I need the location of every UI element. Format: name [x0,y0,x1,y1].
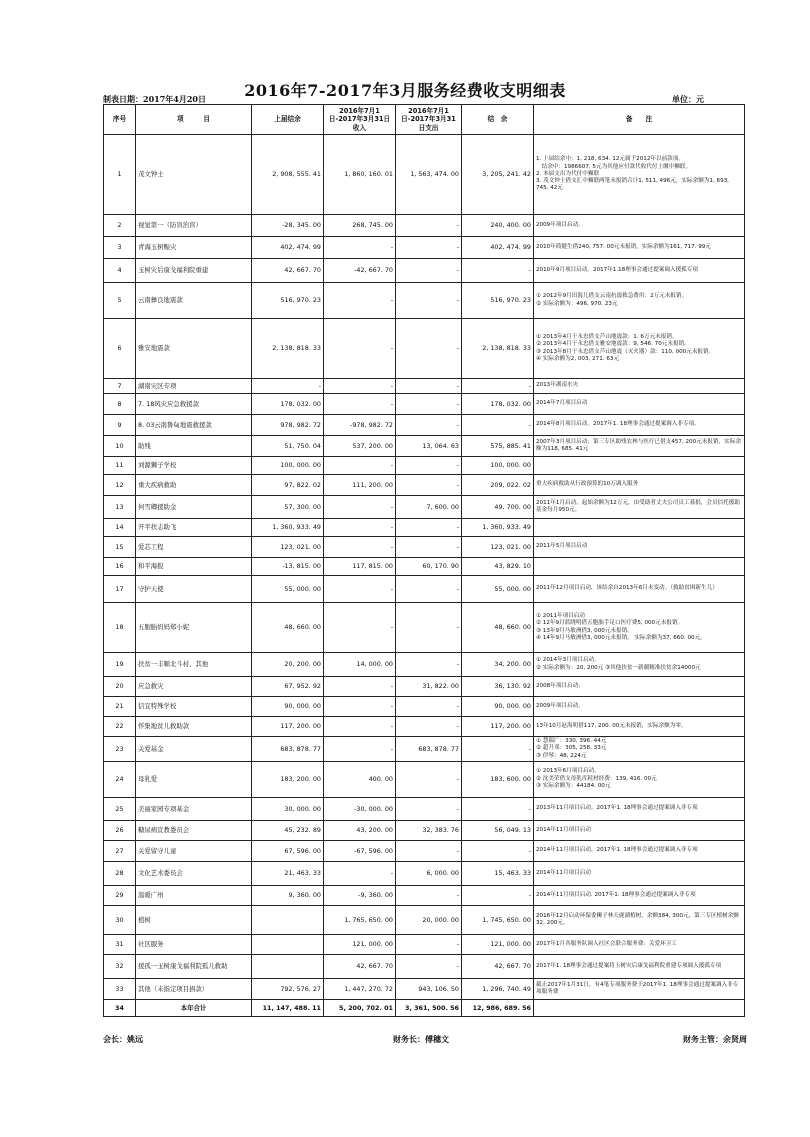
row-prev-balance: 516, 970. 23 [252,283,324,319]
row-number: 26 [104,820,136,840]
row-number: 7 [104,379,136,394]
row-expense: - [396,475,462,496]
row-balance: 15, 463. 33 [462,861,534,885]
row-income: - [324,394,396,415]
row-expense: - [396,379,462,394]
row-expense: - [396,653,462,677]
row-balance: 55, 000. 00 [462,576,534,603]
row-note: 2013年11月项目启动。2017年1. 18理事会通过提案调入非专项 [534,797,745,820]
table-row [104,394,745,415]
row-note: 2014年11月项目启动。2017年1. 18理事会通过提案调入非专项 [534,840,745,861]
row-balance: 1, 296, 740. 49 [462,978,534,999]
row-project-name: 守护天使 [136,576,252,603]
row-note [534,999,745,1016]
table-header-row [104,105,745,135]
row-project-name: 社区服务 [136,934,252,954]
table-row [104,737,745,762]
row-expense: - [396,519,462,537]
row-expense: 943, 106. 50 [396,978,462,999]
row-project-name: 关爱基金 [136,737,252,762]
table-row [104,885,745,905]
row-income: - [324,603,396,653]
row-balance: 34, 200. 00 [462,653,534,677]
row-project-name: 植树 [136,905,252,934]
row-project-name: 视觉第一（防盲治盲） [136,215,252,237]
row-prev-balance [252,905,324,934]
row-balance: 123, 021. 00 [462,537,534,558]
row-balance: 56, 049. 13 [462,820,534,840]
row-balance: 121, 000. 00 [462,934,534,954]
table-row [104,905,745,934]
row-balance: 12, 986, 689. 56 [462,999,534,1016]
col-header-expense: 2016年7月1日-2017年3月31日支出 [396,105,462,135]
footer-president: 会长：姚远 [103,1034,143,1044]
row-prev-balance: 55, 000. 00 [252,576,324,603]
row-balance: 178, 032. 00 [462,394,534,415]
row-number: 20 [104,677,136,697]
row-note: ① 2011年项目启动 ② 12年9月蓝晓明借五胞胎手足口医疗费5, 000元未报销。 ③ 13年9月马敏洲借3, 000元未报销。 ④ 14年9月马敏洲借3, 000元未报销。 实际余额为37, 660. 00元。 [534,603,745,653]
table-row [104,259,745,283]
row-prev-balance: 2, 138, 818. 33 [252,319,324,379]
row-note: 13年10月赵海明借117, 200. 00元未报销，实际余额为零。 [534,717,745,737]
row-balance: 117, 200. 00 [462,717,534,737]
table-row [104,603,745,653]
row-prev-balance: 67, 952. 92 [252,677,324,697]
prepared-date: 制表日期：2017年4月20日 [103,94,206,104]
row-income: - [324,537,396,558]
row-expense: 1, 563, 474. 00 [396,135,462,215]
row-income: - [324,717,396,737]
row-income: - [324,283,396,319]
row-expense: 683, 878. 77 [396,737,462,762]
row-note: 2017年1月各服务队调入社区会联合服务费：关爱环卫工 [534,934,745,954]
row-project-name: 怀集地贫儿救助款 [136,717,252,737]
table-row [104,861,745,885]
row-note: 2011年1月启动。起始余额为12万元，由受助者丈夫公司员工募捐，会员信托援助基金每月950元。 [534,496,745,519]
footer-finance-head: 财务长：傅穗文 [393,1034,449,1044]
table-row [104,797,745,820]
table-row [104,436,745,457]
row-income: -30, 000. 00 [324,797,396,820]
table-row [104,319,745,379]
table-row [104,653,745,677]
table-row [104,379,745,394]
row-expense: 20, 000. 00 [396,905,462,934]
row-project-name: 应急救灾 [136,677,252,697]
unit-label: 单位：元 [672,94,704,104]
table-row [104,135,745,215]
row-income: 400. 00 [324,761,396,797]
row-note: 2014年7月项目启动 [534,394,745,415]
row-balance: 49, 700. 00 [462,496,534,519]
row-prev-balance: 792, 576. 27 [252,978,324,999]
row-project-name: 开平扶志助飞 [136,519,252,537]
row-note: 2011年12月项目启动，该结余自2013年6月未变动。（救助贫困新生儿） [534,576,745,603]
row-note: 2010年9月项目启动。2017年1.18理事会通过提案调入援孤专项 [534,259,745,283]
row-project-name: 湖南灾区专项 [136,379,252,394]
row-number: 3 [104,237,136,259]
row-expense: 3, 361, 500. 56 [396,999,462,1016]
row-project-name: 何雪卿援助金 [136,496,252,519]
row-note [534,457,745,475]
col-header-no: 序号 [104,105,136,135]
row-number: 21 [104,697,136,717]
row-income: 5, 200, 702. 01 [324,999,396,1016]
row-note: 2011年5月项目启动 [534,537,745,558]
row-project-name: 茂文钟士 [136,135,252,215]
row-expense: 60, 170. 90 [396,558,462,576]
row-project-name: 文化艺术委员会 [136,861,252,885]
row-note: 2009年项目启动。 [534,215,745,237]
row-number: 10 [104,436,136,457]
row-note: 2014年11月项目启动. 2017年1. 18理事会通过提案调入非专项 [534,885,745,905]
row-prev-balance: -28, 345. 00 [252,215,324,237]
row-balance: 1, 745, 650. 00 [462,905,534,934]
row-project-name: 青海玉树赈灾 [136,237,252,259]
row-income: - [324,379,396,394]
row-expense: - [396,415,462,436]
col-header-note: 备 注 [534,105,745,135]
row-number: 28 [104,861,136,885]
row-number: 34 [104,999,136,1016]
row-expense: - [396,797,462,820]
row-income: - [324,519,396,537]
row-note: 重大疾病救助从行政预算的10万调入服务 [534,475,745,496]
row-balance: 42, 667. 70 [462,954,534,978]
row-number: 5 [104,283,136,319]
row-income: - [324,319,396,379]
row-expense: - [396,537,462,558]
table-row [104,840,745,861]
row-prev-balance: 42, 667. 70 [252,259,324,283]
table-row [104,717,745,737]
row-balance: 2, 138, 818. 33 [462,319,534,379]
row-number: 24 [104,761,136,797]
row-income: -978, 982. 72 [324,415,396,436]
row-income: 43, 200. 00 [324,820,396,840]
row-income: 121, 000. 00 [324,934,396,954]
row-expense: - [396,717,462,737]
row-prev-balance: 20, 200. 00 [252,653,324,677]
row-income: - [324,737,396,762]
row-prev-balance: 2, 908, 555. 41 [252,135,324,215]
footer-finance-manager: 财务主管：余贤周 [683,1034,747,1044]
row-note: 2010年简健生借240, 757. 00元未报销，实际余额为161, 717. 99元 [534,237,745,259]
row-project-name: 玉树灾后康戈福利院重建 [136,259,252,283]
row-prev-balance: 123, 021. 00 [252,537,324,558]
table-row [104,697,745,717]
table-row [104,934,745,954]
row-project-name: 和平海报 [136,558,252,576]
table-row [104,475,745,496]
row-project-name: 糖尿病宣教委员会 [136,820,252,840]
row-balance: 36, 130. 92 [462,677,534,697]
row-expense: - [396,457,462,475]
row-prev-balance: 183, 200. 00 [252,761,324,797]
row-note: 2014年8月项目启动。2017年1. 18理事会通过提案调入非专项。 [534,415,745,436]
row-project-name: 云南彝良地震款 [136,283,252,319]
row-number: 22 [104,717,136,737]
row-project-name: 雅安地震款 [136,319,252,379]
row-income: - [324,457,396,475]
row-note: ① 2013年4月于永忠借支芦山地震款：1. 6万元未报销。 ② 2013年4月于永忠借支雅安地震款：9, 546. 70元未报销。 ③ 2013年8月于永忠借支芦山地震（灭火器）款：110, 000元未报销。 ④ 实际余额为2, 003, 271. 63元 [534,319,745,379]
row-number: 27 [104,840,136,861]
row-number: 25 [104,797,136,820]
row-expense: - [396,237,462,259]
expense-table [103,104,745,1017]
row-expense: - [396,259,462,283]
col-header-income: 2016年7月1日-2017年3月31日收入 [324,105,396,135]
row-note: 2009年项目启动。 [534,697,745,717]
row-prev-balance: 48, 660. 00 [252,603,324,653]
row-expense: - [396,319,462,379]
row-income: 117, 815. 00 [324,558,396,576]
row-income: 1, 765, 650. 00 [324,905,396,934]
row-balance: - [462,379,534,394]
row-balance: - [462,840,534,861]
row-note: 2014年11月项目启动 [534,861,745,885]
row-income: - [324,861,396,885]
row-prev-balance: 1, 360, 933. 49 [252,519,324,537]
row-balance: - [462,737,534,762]
row-note: ① 2012年9月田海儿借支云南抗震救急费用：2万元未报销。 ② 实际余额为：496, 970. 23元 [534,283,745,319]
row-prev-balance: 178, 032. 00 [252,394,324,415]
row-prev-balance: 9, 360. 00 [252,885,324,905]
row-number: 33 [104,978,136,999]
row-expense: - [396,215,462,237]
row-number: 17 [104,576,136,603]
row-prev-balance: 45, 232. 89 [252,820,324,840]
row-balance: 209, 022. 02 [462,475,534,496]
row-number: 11 [104,457,136,475]
table-row [104,215,745,237]
row-number: 30 [104,905,136,934]
row-note: 1. 上届结余中：1, 218, 634. 12元属于2012年以前款项。 结余中：1986607. 5元为其他应付款代收代付上缴中狮联。 2. 本届支出为代付中狮联 3. 茂文钟士借支汇中狮联两笔未报销合计1, 511, 496元，实际余额为1, 693, 745. 42元 [534,135,745,215]
row-note: ① 2013年6月项目启动。 ② 沈美荣借支母乳库耗材经费：139, 416. 00元 ③ 实际余额为：44184. 00元 [534,761,745,797]
row-expense: - [396,840,462,861]
row-project-name: 8. 03云南鲁甸地震救援款 [136,415,252,436]
row-project-name: 关爱留守儿童 [136,840,252,861]
row-prev-balance: 67, 596. 00 [252,840,324,861]
row-balance: 100, 000. 00 [462,457,534,475]
row-number: 2 [104,215,136,237]
row-number: 23 [104,737,136,762]
row-number: 13 [104,496,136,519]
row-prev-balance: 117, 200. 00 [252,717,324,737]
row-prev-balance: 21, 463. 33 [252,861,324,885]
table-row [104,954,745,978]
col-header-balance: 结 余 [462,105,534,135]
row-balance: - [462,885,534,905]
row-expense: - [396,394,462,415]
row-prev-balance: 683, 878. 77 [252,737,324,762]
row-project-name: 7. 18风灾应急救援款 [136,394,252,415]
row-note [534,519,745,537]
row-prev-balance: -13, 815. 00 [252,558,324,576]
row-expense: - [396,934,462,954]
row-prev-balance: 978, 982. 72 [252,415,324,436]
row-number: 29 [104,885,136,905]
row-number: 19 [104,653,136,677]
row-number: 15 [104,537,136,558]
row-expense: - [396,885,462,905]
row-income: -9, 360. 00 [324,885,396,905]
row-project-name: 五胞胎妈妈郑小妮 [136,603,252,653]
row-balance: - [462,259,534,283]
row-note: 2014年11月项目启动 [534,820,745,840]
row-number: 32 [104,954,136,978]
row-income: 14, 000. 00 [324,653,396,677]
table-row [104,820,745,840]
row-income: 1, 447, 270. 72 [324,978,396,999]
row-balance: 3, 205, 241. 42 [462,135,534,215]
row-balance: 1, 360, 933. 49 [462,519,534,537]
row-note: 2008年项目启动。 [534,677,745,697]
table-row [104,677,745,697]
row-project-name: 本年合计 [136,999,252,1016]
row-balance: 43, 829. 10 [462,558,534,576]
table-body [104,135,745,1017]
row-number: 16 [104,558,136,576]
row-prev-balance [252,934,324,954]
row-balance: 183, 600. 00 [462,761,534,797]
row-income: 42, 667. 70 [324,954,396,978]
table-row [104,283,745,319]
row-number: 4 [104,259,136,283]
row-expense: - [396,603,462,653]
row-balance: 516, 970. 23 [462,283,534,319]
table-row [104,519,745,537]
col-header-prev-balance: 上届结余 [252,105,324,135]
row-note: 2007年3月项目启动；第三专区助残农林与医疗已借支457, 200元未报销，实际余额为118, 685. 41元 [534,436,745,457]
row-expense: 32, 383. 76 [396,820,462,840]
row-income: -67, 596. 00 [324,840,396,861]
table-row [104,496,745,519]
row-expense: 13, 064. 63 [396,436,462,457]
row-income: - [324,576,396,603]
table-row [104,558,745,576]
row-project-name: 重大疾病救助 [136,475,252,496]
row-income: - [324,496,396,519]
row-number: 18 [104,603,136,653]
table-row [104,237,745,259]
row-expense: - [396,697,462,717]
row-note: 2013年湖南水灾 [534,379,745,394]
row-income: -42, 667. 70 [324,259,396,283]
row-project-name: 爱芯工程 [136,537,252,558]
table-row [104,576,745,603]
row-project-name: 信宜特殊学校 [136,697,252,717]
row-expense: - [396,576,462,603]
row-balance: 240, 400. 00 [462,215,534,237]
row-project-name: 扶贫一丰顺北斗村、其他 [136,653,252,677]
row-income: - [324,237,396,259]
row-note: 截止2017年1月31日，有4笔专项服务费于2017年1. 18理事会通过提案调入非专项服务费 [534,978,745,999]
row-balance: - [462,415,534,436]
row-prev-balance: 51, 750. 04 [252,436,324,457]
row-number: 6 [104,319,136,379]
row-prev-balance: - [252,379,324,394]
row-number: 14 [104,519,136,537]
row-prev-balance: 11, 147, 488. 11 [252,999,324,1016]
row-number: 8 [104,394,136,415]
row-number: 9 [104,415,136,436]
table-row [104,761,745,797]
row-prev-balance: 90, 000. 00 [252,697,324,717]
row-prev-balance: 97, 822. 02 [252,475,324,496]
total-row [104,999,745,1016]
row-project-name: 美丽家园专项基金 [136,797,252,820]
row-prev-balance [252,954,324,978]
row-project-name: 助残 [136,436,252,457]
row-balance: 575, 885. 41 [462,436,534,457]
row-income: 537, 200. 00 [324,436,396,457]
table-row [104,978,745,999]
row-balance: 402, 474. 99 [462,237,534,259]
row-project-name: 援孤一玉树康戈福利院孤儿救助 [136,954,252,978]
table-row [104,537,745,558]
row-number: 1 [104,135,136,215]
row-income: - [324,677,396,697]
row-number: 31 [104,934,136,954]
row-project-name: 母乳爱 [136,761,252,797]
row-note [534,558,745,576]
row-income: - [324,697,396,717]
row-income: 111, 200. 00 [324,475,396,496]
row-expense: 6, 000. 00 [396,861,462,885]
row-expense: - [396,761,462,797]
row-income: 1, 860, 160. 01 [324,135,396,215]
row-note: ① 慧瑞广：330, 396. 44元 ② 超升邓：305, 258. 33元 ③ 伊琴：48, 224元 [534,737,745,762]
row-balance: 48, 660. 00 [462,603,534,653]
col-header-name: 项 目 [136,105,252,135]
row-expense: 7, 600. 00 [396,496,462,519]
row-balance: 90, 000. 00 [462,697,534,717]
table-row [104,457,745,475]
table-row [104,415,745,436]
row-project-name: 其他（未指定项目捐款） [136,978,252,999]
row-prev-balance: 100, 000. 00 [252,457,324,475]
row-expense: - [396,283,462,319]
row-balance: - [462,797,534,820]
row-expense: - [396,954,462,978]
row-prev-balance: 402, 474. 99 [252,237,324,259]
row-number: 12 [104,475,136,496]
row-prev-balance: 30, 000. 00 [252,797,324,820]
row-income: 268, 745. 00 [324,215,396,237]
row-note: 2017年1. 18理事会通过提案将玉树灾后康戈福利院重建专项调入援孤专项 [534,954,745,978]
row-note: ① 2014年3月项目启动。 ② 实际余额为：20, 200元 ③其他扶贫一新疆精准扶贫余14000元 [534,653,745,677]
row-expense: 31, 822. 00 [396,677,462,697]
document-title: 2016年7-2017年3月服务经费收支明细表 [244,81,566,100]
row-project-name: 温暖广州 [136,885,252,905]
row-prev-balance: 57, 300. 00 [252,496,324,519]
row-note: 2016年12月启动环保委狮子林天鹿湖植树，余额384, 300元，第三专区植树余额 32, 200元。 [534,905,745,934]
row-project-name: 刘源狮子学校 [136,457,252,475]
